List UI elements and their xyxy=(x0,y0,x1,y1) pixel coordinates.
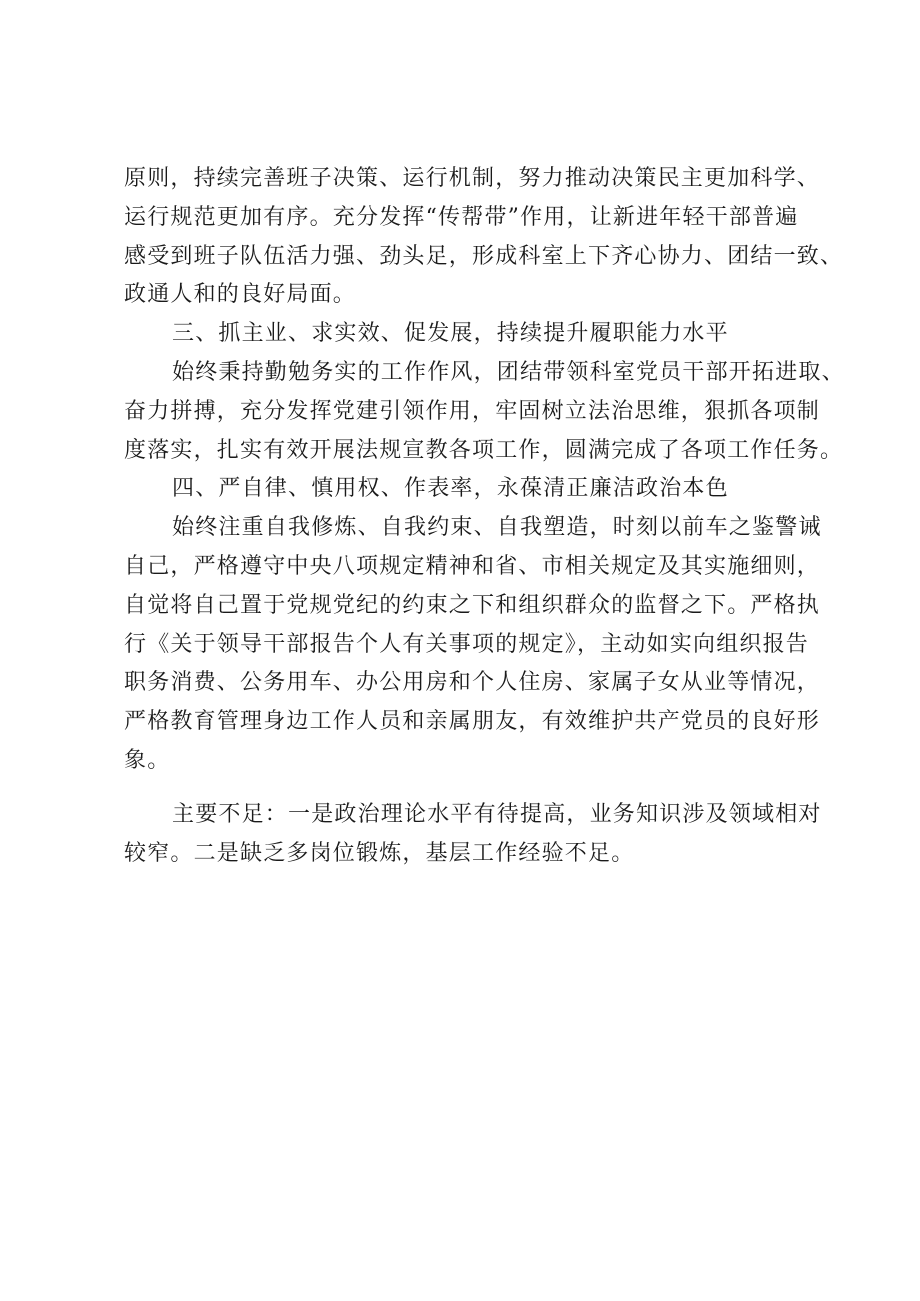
text-line: 原则，持续完善班子决策、运行机制，努力推动决策民主更加科学、 xyxy=(124,166,821,191)
text-line: 行《关于领导干部报告个人有关事项的规定》，主动如实向组织报告 xyxy=(124,631,810,657)
text-line: 感受到班子队伍活力强、劲头足，形成科室上下齐心协力、团结一致、 xyxy=(124,243,844,269)
text-line: 严格教育管理身边工作人员和亲属朋友，有效维护共产党员的良好形 xyxy=(124,709,821,735)
text-line: 始终秉持勤勉务实的工作作风，团结带领科室党员干部开拓进取、 xyxy=(172,359,845,385)
section-heading-3: 三、抓主业、求实效、促发展，持续提升履职能力水平 xyxy=(172,321,729,347)
shortcomings-paragraph-line: 主要不足：一是政治理论水平有待提高，业务知识涉及领域相对 xyxy=(172,801,822,827)
text-line: 度落实，扎实有效开展法规宣教各项工作，圆满完成了各项工作任务。 xyxy=(124,437,844,463)
paragraph-gap xyxy=(124,781,850,796)
text-line: 自己，严格遵守中央八项规定精神和省、市相关规定及其实施细则， xyxy=(124,553,821,579)
text-line: 象。 xyxy=(124,747,171,773)
text-line: 自觉将自己置于党规党纪的约束之下和组织群众的监督之下。严格执 xyxy=(124,592,821,618)
text-line: 政通人和的良好局面。 xyxy=(124,282,357,308)
document-body xyxy=(124,160,850,873)
section-heading-4: 四、严自律、慎用权、作表率，永葆清正廉洁政治本色 xyxy=(172,476,729,502)
text-line: 始终注重自我修炼、自我约束、自我塑造，时刻以前车之鉴警诫 xyxy=(172,515,822,541)
text-line: 运行规范更加有序。充分发挥“传帮带”作用，让新进年轻干部普遍 xyxy=(124,204,799,230)
shortcomings-paragraph-line: 较窄。二是缺乏多岗位锻炼，基层工作经验不足。 xyxy=(124,840,635,866)
text-line: 奋力拼搏，充分发挥党建引领作用，牢固树立法治思维，狠抓各项制 xyxy=(124,398,821,424)
text-line: 职务消费、公务用车、办公用房和个人住房、家属子女从业等情况， xyxy=(124,670,821,696)
